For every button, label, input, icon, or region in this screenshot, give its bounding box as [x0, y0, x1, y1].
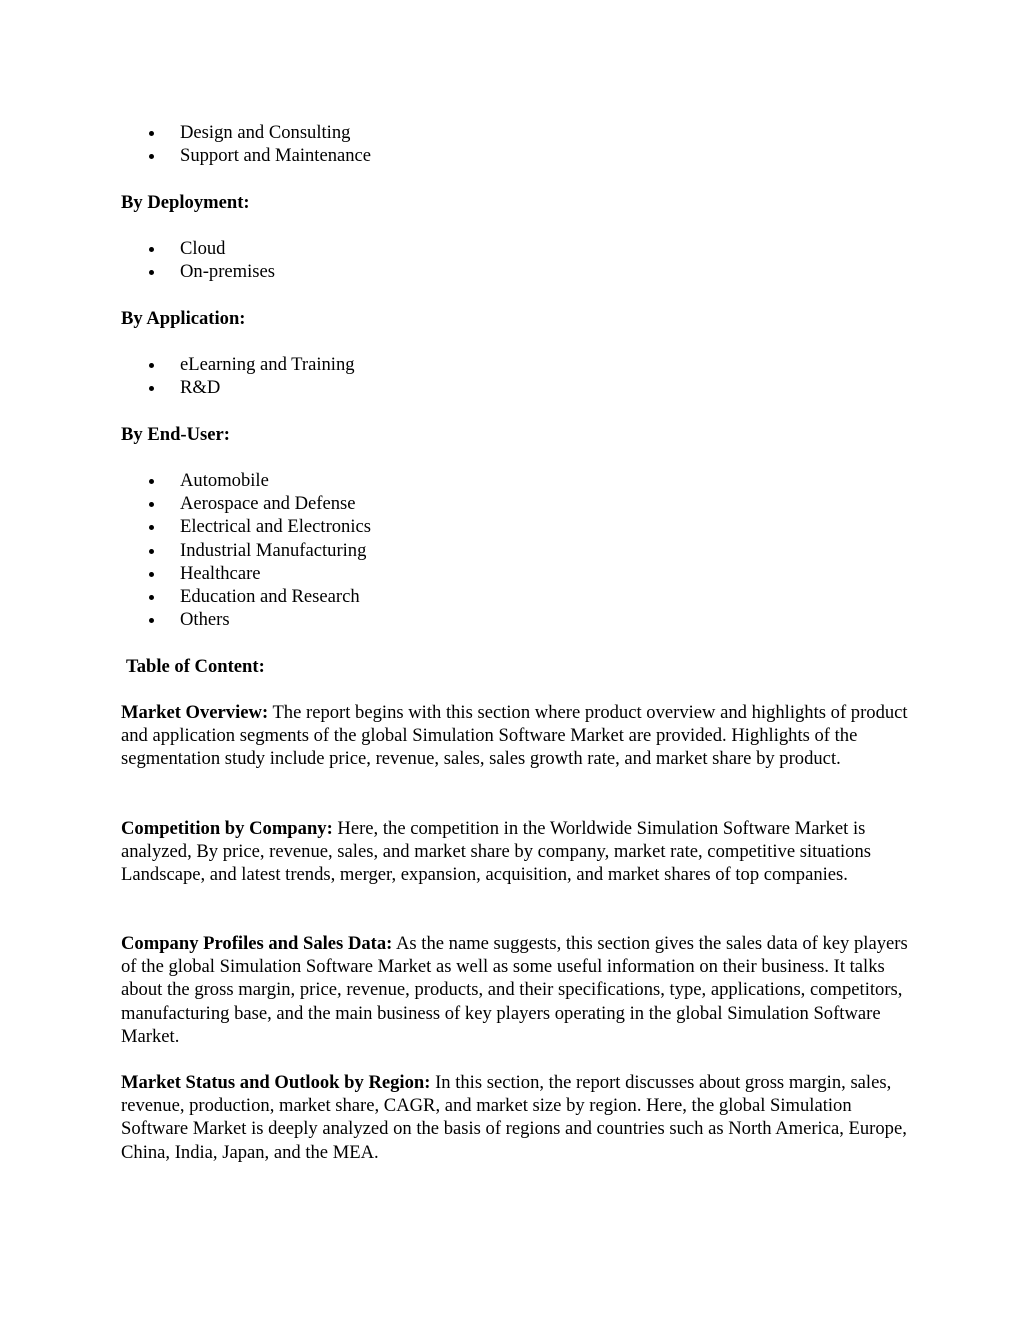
- list-item: Support and Maintenance: [121, 144, 911, 167]
- section-paragraph: [121, 1071, 911, 1164]
- toc-section-company-profiles: [121, 932, 911, 1048]
- section-paragraph: [121, 932, 911, 1048]
- section-text: In this section, the report discusses about gross margin, sales, revenue, production, market share, CAGR, and market size by region. Here, the global Simulation Software Market is deeply analyzed on the basis of regions and countries such as North America, Europe, China, India, Japan, and the MEA.: [121, 1072, 907, 1163]
- list-item: Healthcare: [121, 562, 911, 585]
- application-list-block: [121, 353, 911, 399]
- end-user-list-block: [121, 469, 911, 631]
- application-heading: By Application:: [121, 308, 246, 329]
- section-text: Here, the competition in the Worldwide Simulation Software Market is analyzed, By price, revenue, sales, and market share by company, market rate, competitive situations Landscape, and latest trends, merger, expansion, acquisition, and market shares of top companies.: [121, 818, 872, 886]
- toc-section-region-outlook: [121, 1071, 911, 1164]
- section-text: As the name suggests, this section gives the sales data of key players of the global Simulation Software Market as well as some useful information on their business. It talks about the gross margin, price, revenue, products, and their specifications, type, applications, competitors, manufacturing base, and the main business of key players operating in the global Simulation Software Market.: [121, 933, 908, 1047]
- section-title: Market Status and Outlook by Region:: [121, 1072, 431, 1093]
- section-paragraph: [121, 701, 911, 771]
- end-user-heading: By End-User:: [121, 424, 230, 445]
- list-item: Automobile: [121, 469, 911, 492]
- list-item: Others: [121, 608, 911, 631]
- deployment-heading: By Deployment:: [121, 192, 250, 213]
- section-title: Competition by Company:: [121, 818, 333, 839]
- deployment-list: [121, 237, 911, 283]
- section-title: Company Profiles and Sales Data:: [121, 933, 393, 954]
- toc-section-competition: [121, 817, 911, 887]
- section-text: The report begins with this section where product overview and highlights of product and application segments of the global Simulation Software Market are provided. Highlights of the segmentation study include price, revenue, sales, sales growth rate, and market share by product.: [121, 702, 908, 770]
- section-title: Market Overview:: [121, 702, 269, 723]
- list-item: eLearning and Training: [121, 353, 911, 376]
- list-item: Aerospace and Defense: [121, 492, 911, 515]
- services-list: [121, 121, 911, 167]
- list-item: Cloud: [121, 237, 911, 260]
- services-list-block: [121, 121, 911, 167]
- end-user-list: [121, 469, 911, 631]
- section-paragraph: [121, 817, 911, 887]
- deployment-list-block: [121, 237, 911, 283]
- list-item: R&D: [121, 376, 911, 399]
- toc-section-market-overview: [121, 701, 911, 771]
- list-item: Education and Research: [121, 585, 911, 608]
- list-item: Design and Consulting: [121, 121, 911, 144]
- list-item: Industrial Manufacturing: [121, 539, 911, 562]
- toc-heading: Table of Content:: [126, 656, 265, 677]
- application-list: [121, 353, 911, 399]
- list-item: On-premises: [121, 260, 911, 283]
- list-item: Electrical and Electronics: [121, 515, 911, 538]
